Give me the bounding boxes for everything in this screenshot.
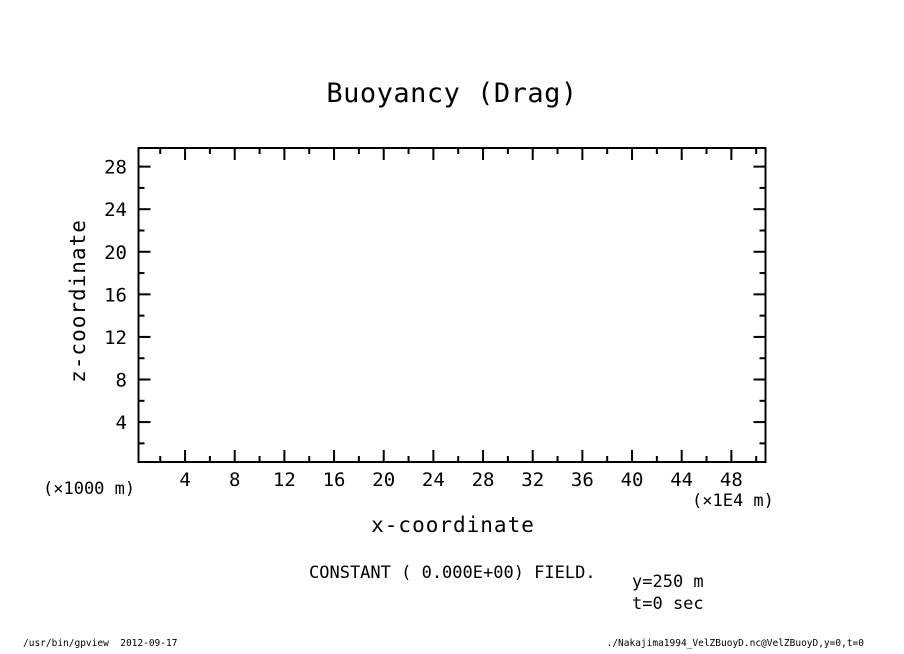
- y-axis-label: z-coordinate: [66, 219, 90, 383]
- x-tick-label: 8: [228, 469, 241, 491]
- y-tick-label: 24: [104, 199, 127, 222]
- x-tick-label: 28: [471, 469, 495, 491]
- x-tick-label: 20: [372, 469, 396, 491]
- x-tick-label: 36: [570, 469, 594, 491]
- y-tick-label: 20: [104, 241, 127, 264]
- y-tick-label: 8: [115, 369, 127, 392]
- x-tick-label: 12: [272, 469, 296, 491]
- plot-border: [139, 148, 766, 462]
- x-tick-label: 40: [620, 469, 644, 491]
- x-tick-label: 16: [322, 469, 346, 491]
- y-tick-label: 4: [115, 412, 127, 435]
- plot-title: Buoyancy (Drag): [326, 78, 578, 109]
- y-tick-label: 12: [104, 326, 127, 349]
- x-tick-label: 48: [719, 469, 743, 491]
- y-tick-label: 28: [104, 156, 127, 179]
- x-tick-label: 32: [521, 469, 545, 491]
- slice-t-annotation: t=0 sec: [632, 594, 704, 614]
- x-tick-label: 44: [670, 469, 694, 491]
- x-axis-label: x-coordinate: [371, 513, 535, 537]
- footer-data-source: ./Nakajima1994_VelZBuoyD.nc@VelZBuoyD,y=0,t=0: [606, 638, 864, 649]
- y-axis-unit: (×1000 m): [43, 479, 136, 499]
- slice-y-annotation: y=250 m: [632, 572, 704, 592]
- footer-command-date: /usr/bin/gpview 2012-09-17: [23, 638, 178, 649]
- y-tick-label: 16: [104, 284, 127, 307]
- x-tick-label: 24: [421, 469, 445, 491]
- x-tick-label: 4: [179, 469, 191, 491]
- x-axis-unit: (×1E4 m): [692, 491, 774, 511]
- constant-field-note: CONSTANT ( 0.000E+00) FIELD.: [309, 563, 596, 583]
